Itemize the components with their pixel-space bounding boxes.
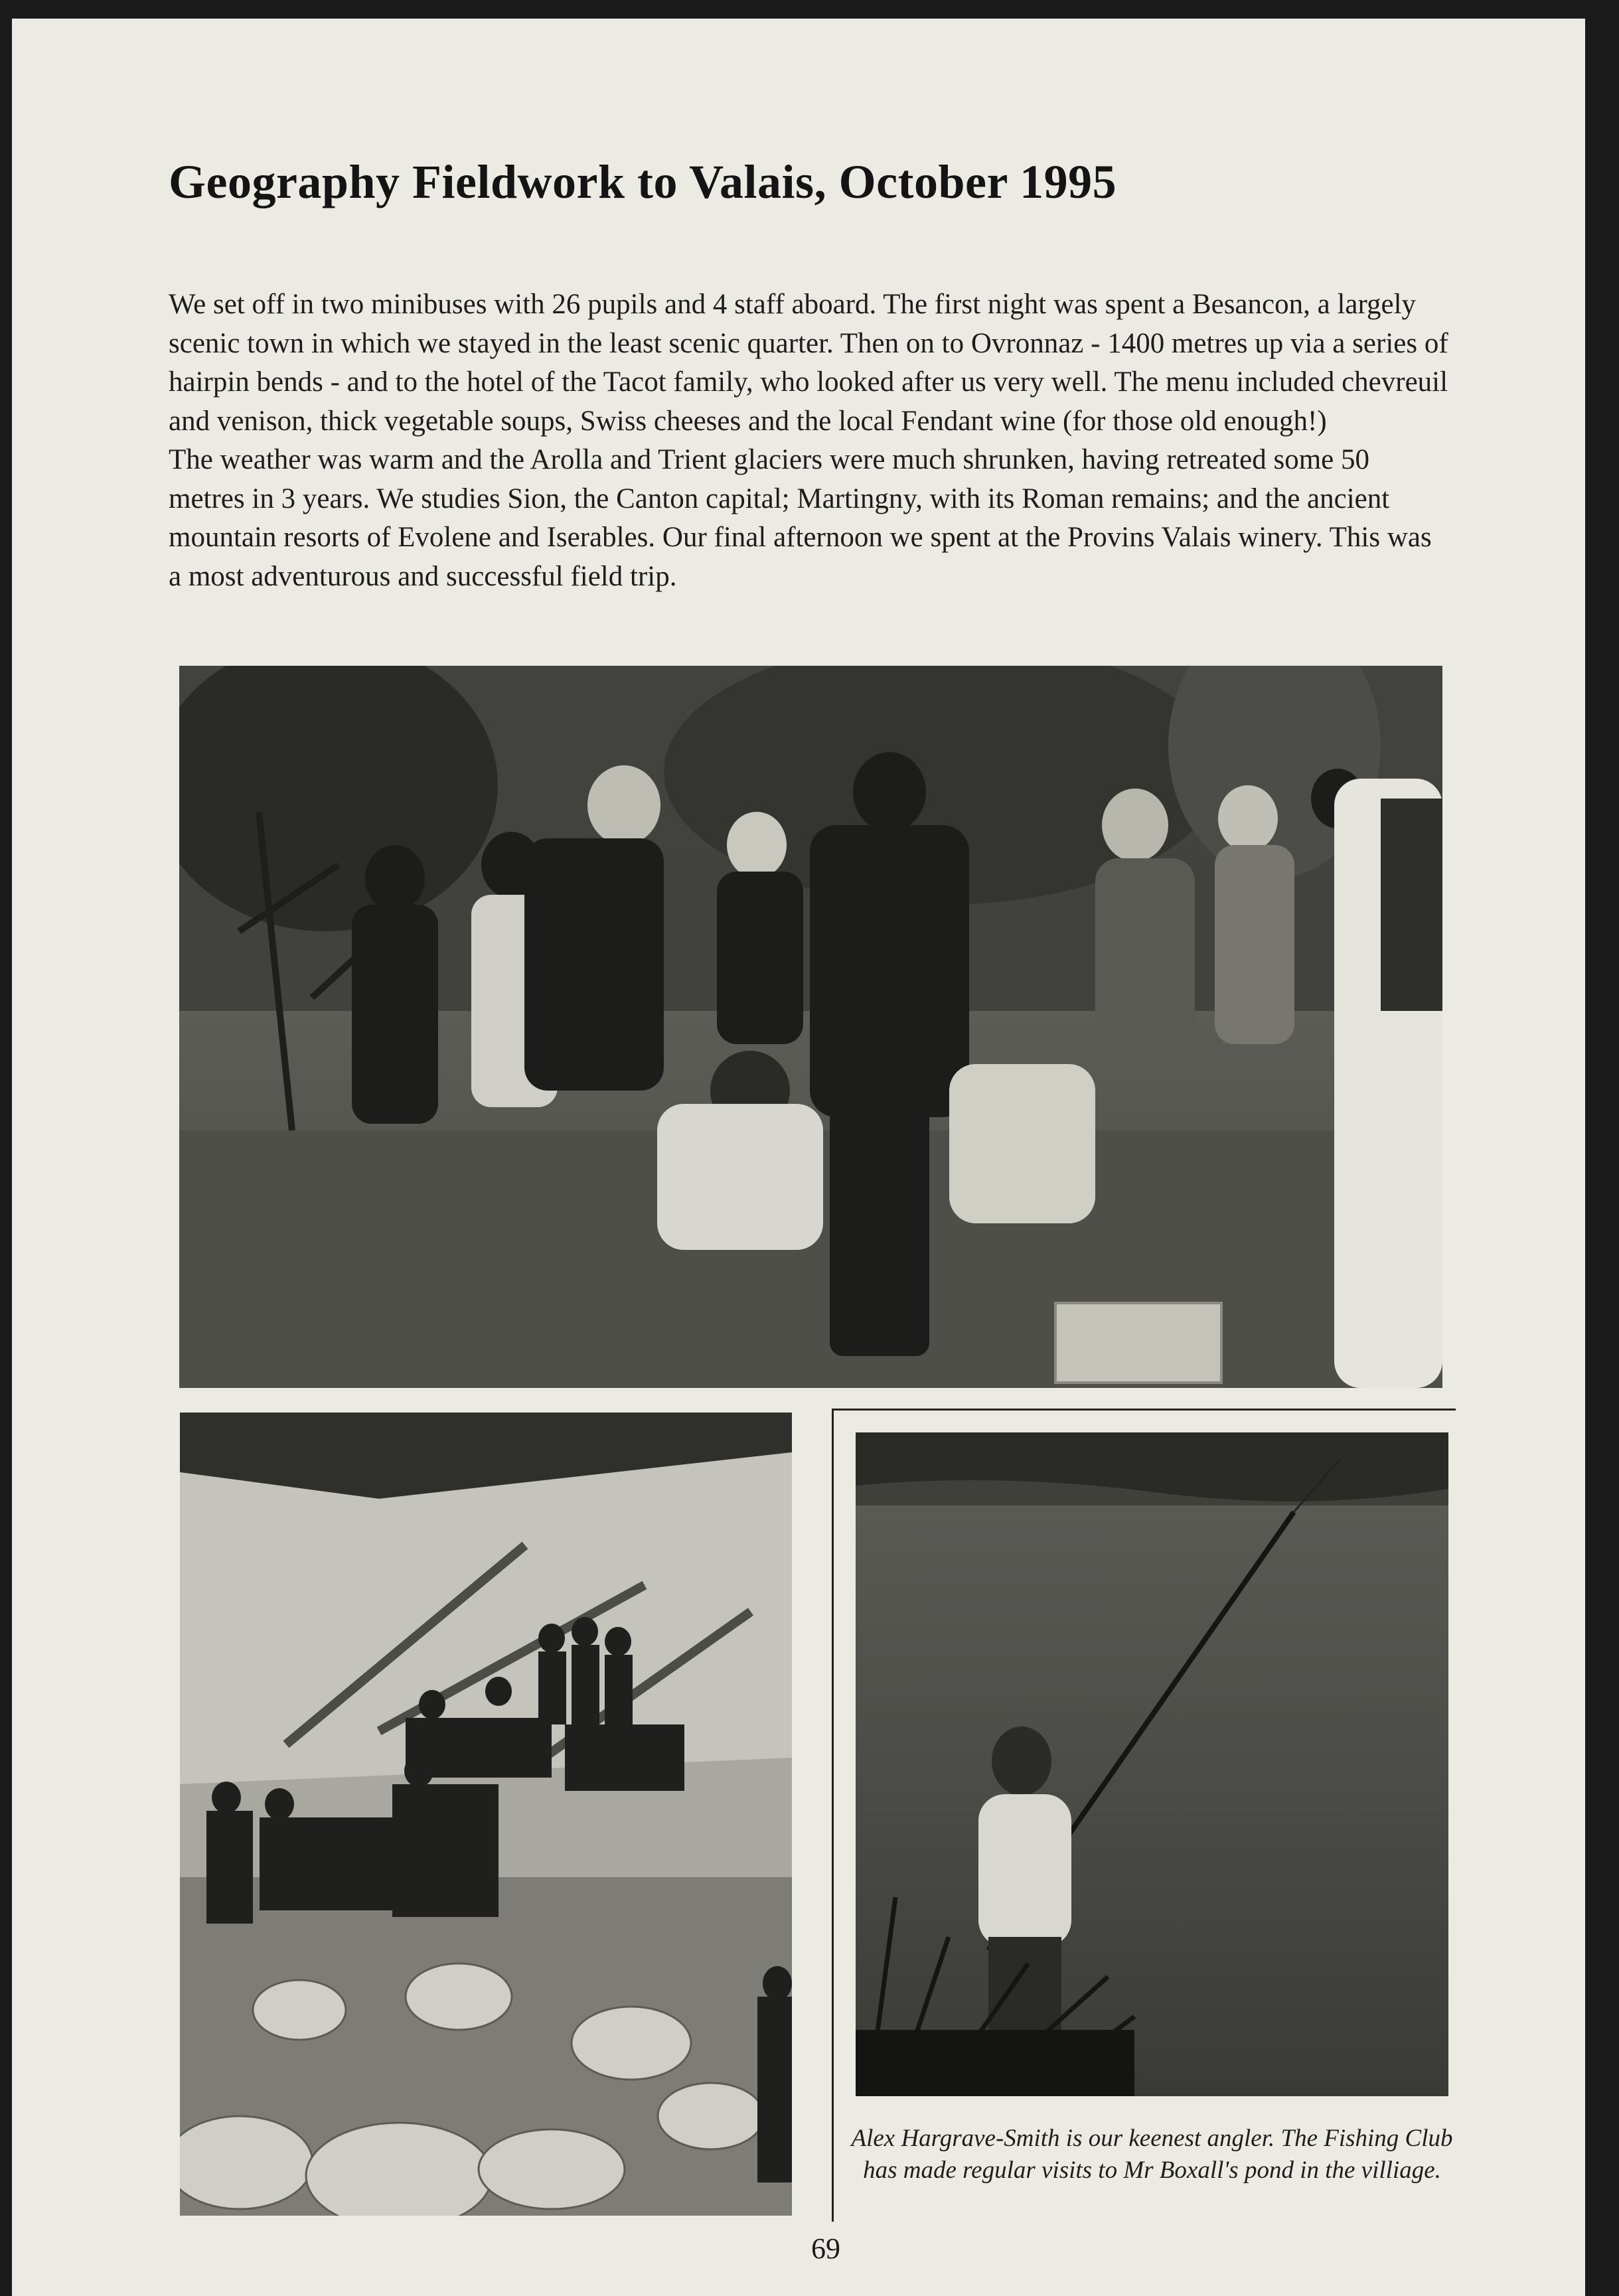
photo-caption: Alex Hargrave-Smith is our keenest angler. The Fishing Club has made regular visits to Mr Boxall's pond in the villiage. [851,2125,1453,2184]
photo-group-fieldwork [179,666,1442,1388]
page-number: 69 [811,2232,840,2265]
photo-angler [856,1432,1448,2096]
paragraph-2: The weather was warm and the Arolla and Trient glaciers were much shrunken, having retreated some 50 metres in 3 years. We studies Sion, the Canton capital; Martingny, with its Roman remains; and the ancient mountain resorts of Evolene and Iserables. Our final afternoon we spent at the Provins Valais winery. This was a most adventurous and successful field trip. [169,444,1432,592]
photo-glacier-group [180,1413,792,2216]
frame-line-left [832,1409,834,2222]
document-page [12,19,1585,2296]
paragraph-1: We set off in two minibuses with 26 pupils and 4 staff aboard. The first night was spent a Besancon, a largely scenic town in which we stayed in the least scenic quarter. Then on to Ovronnaz - 1400 metres up via a series of hairpin bends - and to the hotel of the Tacot family, who looked after us very well. The menu included chevreuil and venison, thick vegetable soups, Swiss cheeses and the local Fendant wine (for those old enough!) [169,289,1448,437]
article-title: Geography Fieldwork to Valais, October 1995 [169,155,1117,208]
article-body [169,285,1450,596]
frame-line-top [832,1409,1456,1411]
